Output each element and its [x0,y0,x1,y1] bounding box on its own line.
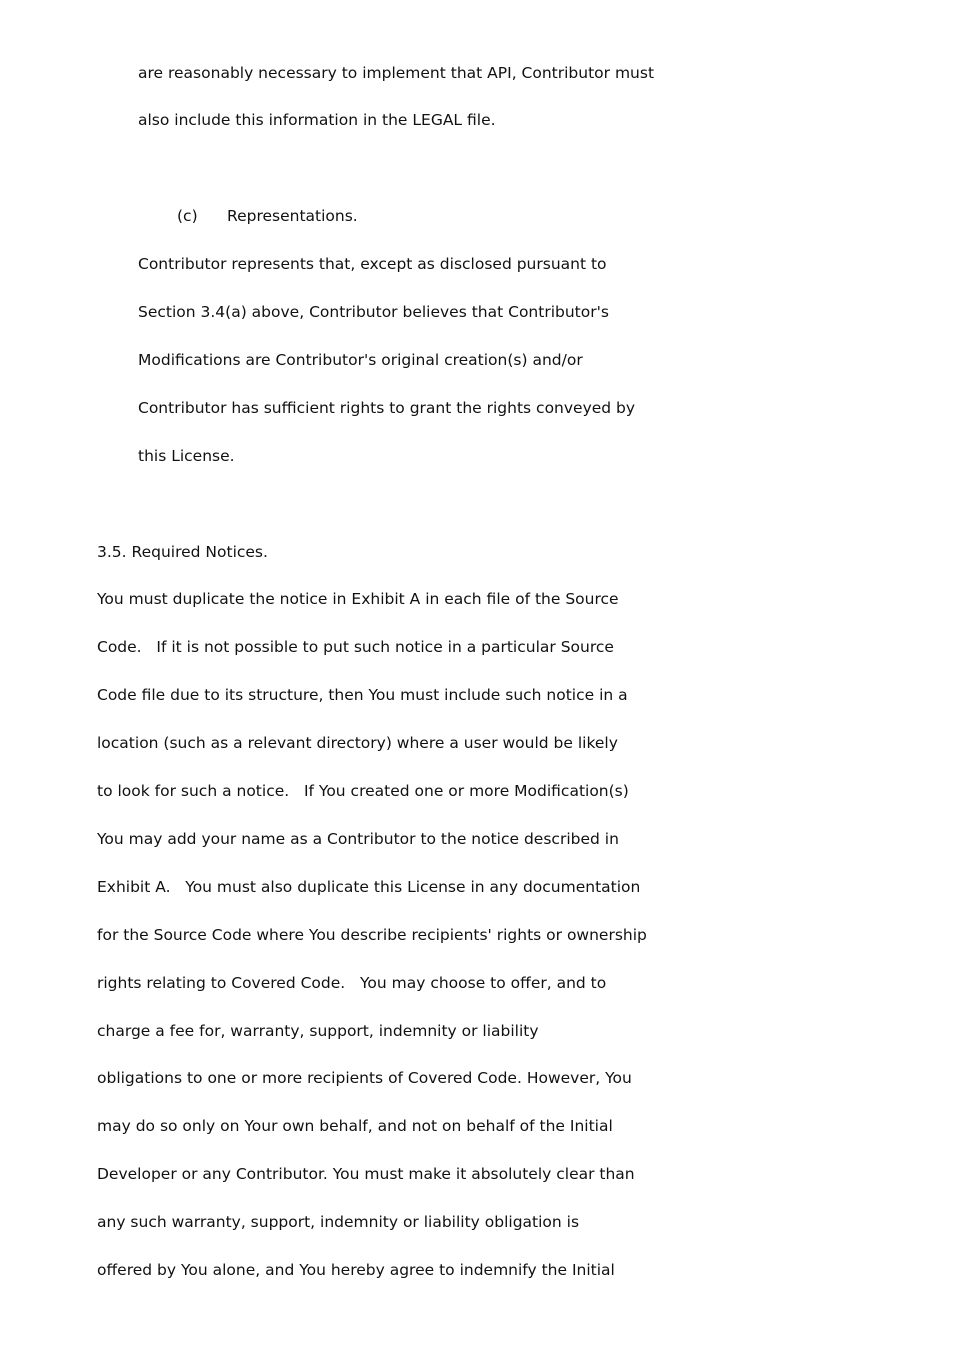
paragraph-line: for the Source Code where You describe recipients' rights or ownership [97,926,647,944]
paragraph-line: location (such as a relevant directory) where a user would be likely [97,734,618,752]
paragraph-line: offered by You alone, and You hereby agree to indemnify the Initial [97,1261,615,1279]
paragraph-line: this License. [138,447,235,465]
paragraph-line: to look for such a notice. If You created one or more Modification(s) [97,782,629,800]
paragraph-line: rights relating to Covered Code. You may choose to offer, and to [97,974,607,992]
paragraph-line: You must duplicate the notice in Exhibit A in each file of the Source [97,590,619,608]
paragraph-line: Exhibit A. You must also duplicate this License in any documentation [97,878,641,896]
paragraph-line: Contributor represents that, except as disclosed pursuant to [138,255,607,273]
section-heading: 3.5. Required Notices. [97,543,268,561]
paragraph-line: charge a fee for, warranty, support, indemnity or liability [97,1022,539,1040]
paragraph-line: Developer or any Contributor. You must make it absolutely clear than [97,1165,635,1183]
subsection-label: (c) [177,207,198,225]
paragraph-line: also include this information in the LEGAL file. [138,111,496,129]
paragraph-line: Code. If it is not possible to put such notice in a particular Source [97,638,614,656]
paragraph-line: may do so only on Your own behalf, and not on behalf of the Initial [97,1117,613,1135]
subsection-title: Representations. [227,207,358,225]
paragraph-line: Contributor has sufficient rights to grant the rights conveyed by [138,399,636,417]
paragraph-line: are reasonably necessary to implement that API, Contributor must [138,64,655,82]
paragraph-line: Modifications are Contributor's original creation(s) and/or [138,351,583,369]
paragraph-line: Section 3.4(a) above, Contributor believes that Contributor's [138,303,609,321]
paragraph-line: Code file due to its structure, then You must include such notice in a [97,686,628,704]
paragraph-line: obligations to one or more recipients of Covered Code. However, You [97,1069,632,1087]
paragraph-line: You may add your name as a Contributor to the notice described in [97,830,619,848]
paragraph-line: any such warranty, support, indemnity or liability obligation is [97,1213,580,1231]
